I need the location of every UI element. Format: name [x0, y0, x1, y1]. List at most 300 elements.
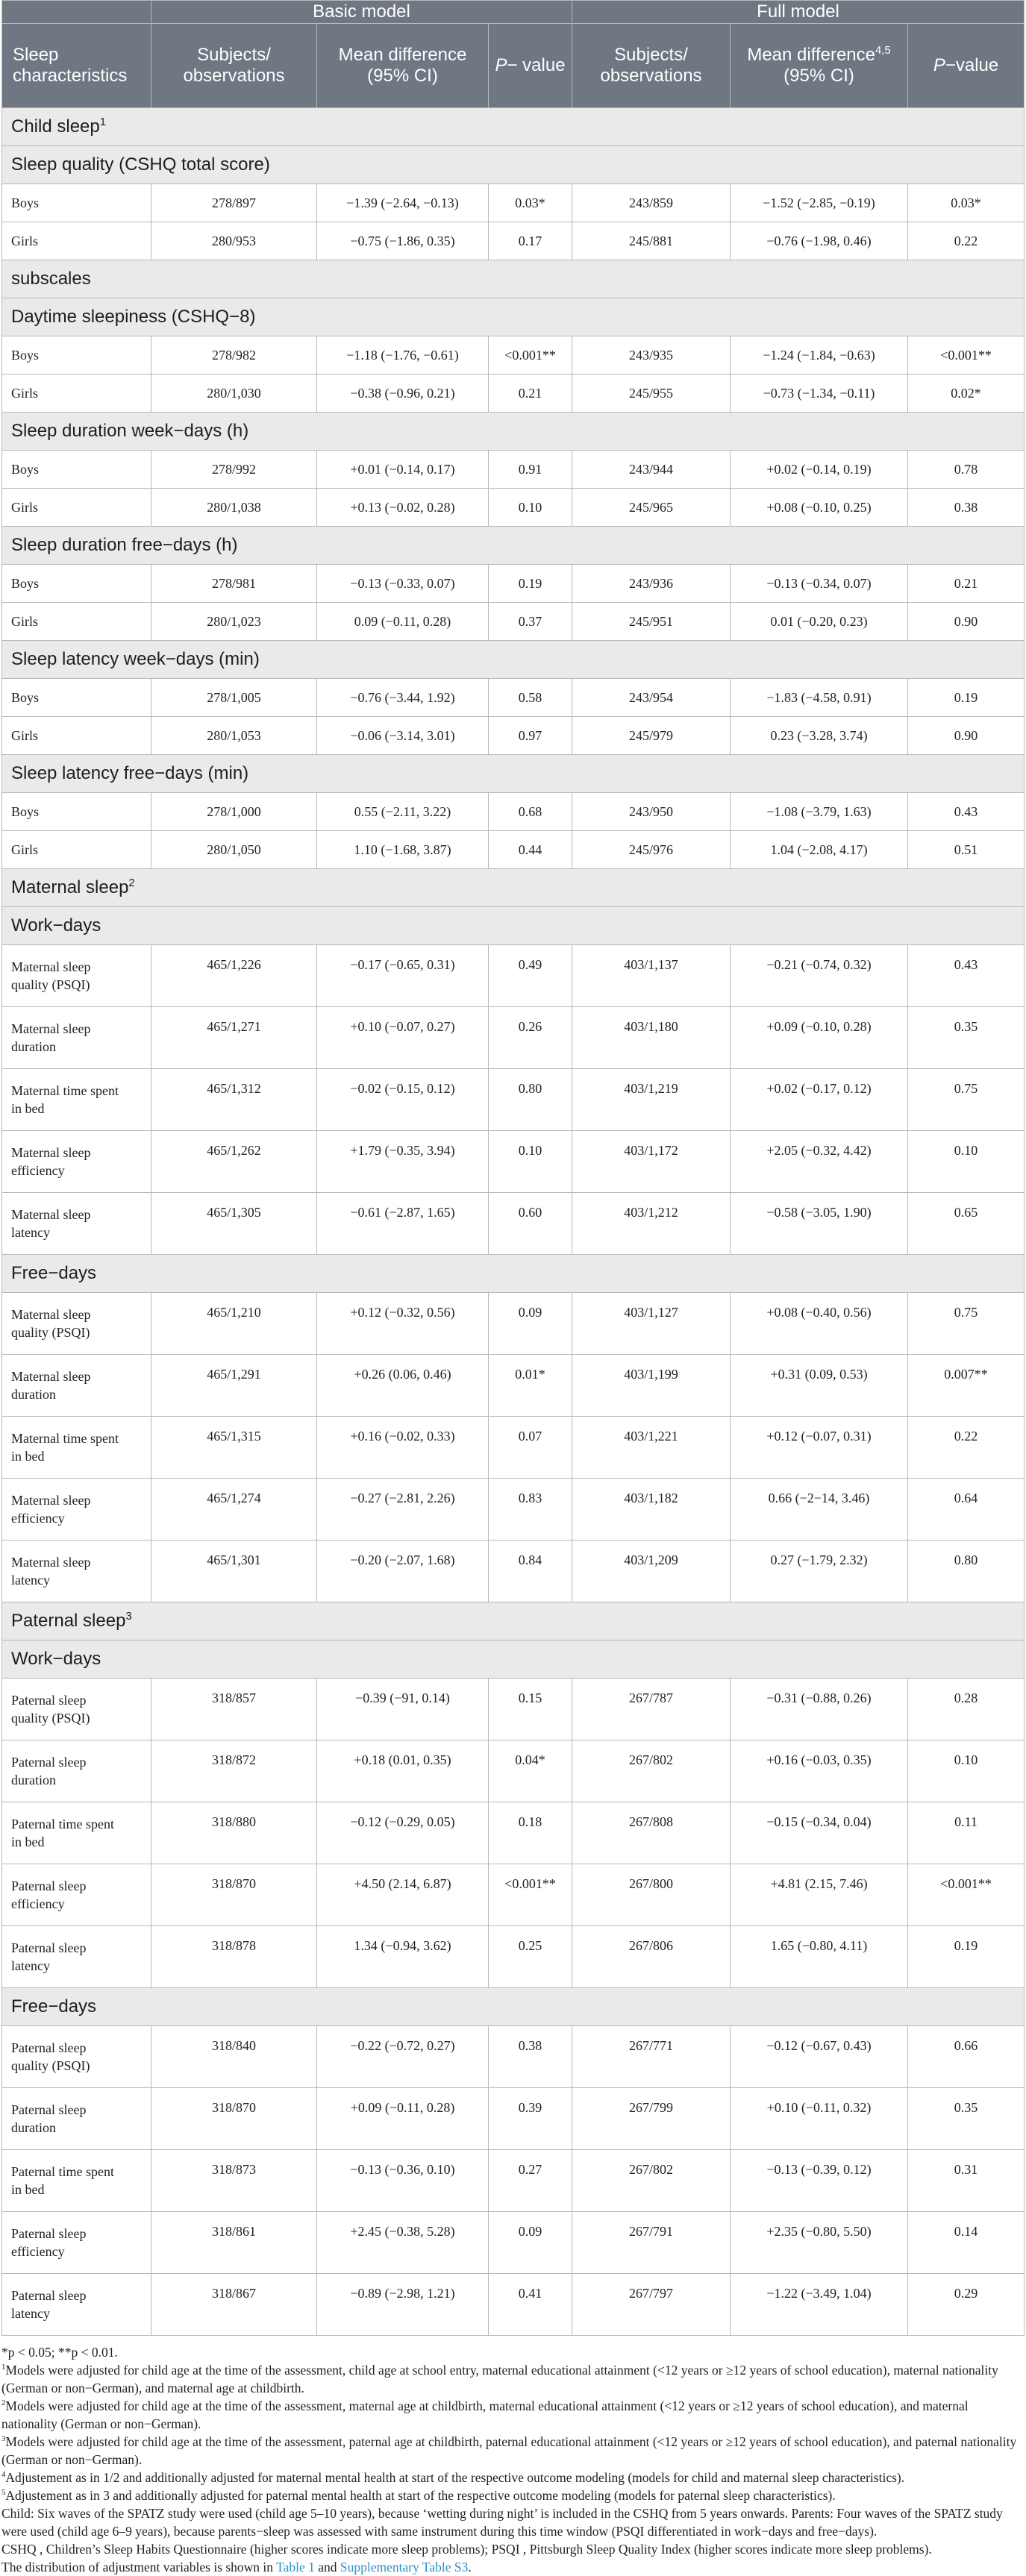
- basic-subjects-cell: 278/1,005: [151, 679, 317, 717]
- basic-mean-diff-cell: +0.26 (0.06, 0.46): [317, 1355, 489, 1417]
- results-table: [1, 0, 1025, 2336]
- basic-subjects-cell: 465/1,301: [151, 1541, 317, 1602]
- basic-mean-diff-cell: 0.55 (−2.11, 3.22): [317, 793, 489, 831]
- footnote-ref: 3: [125, 1611, 132, 1623]
- row-label-line-1: Paternal sleep: [11, 1940, 87, 1955]
- full-pvalue-cell: 0.29: [908, 2274, 1025, 2336]
- basic-subjects-cell: 318/870: [151, 2088, 317, 2150]
- full-mean-diff-cell: −1.08 (−3.79, 1.63): [731, 793, 908, 831]
- row-label-line-2: duration: [11, 2120, 56, 2135]
- full-pvalue-cell: 0.38: [908, 489, 1025, 527]
- basic-mean-diff-cell: −0.76 (−3.44, 1.92): [317, 679, 489, 717]
- full-mean-diff-cell: −0.31 (−0.88, 0.26): [731, 1679, 908, 1740]
- full-mean-diff-cell: +0.12 (−0.07, 0.31): [731, 1417, 908, 1479]
- full-mean-diff-cell: +0.31 (0.09, 0.53): [731, 1355, 908, 1417]
- full-subjects-cell: 403/1,182: [572, 1479, 731, 1541]
- full-pvalue-cell: 0.11: [908, 1802, 1025, 1864]
- subsection-header: [2, 641, 1025, 679]
- full-subjects-cell: 243/950: [572, 793, 731, 831]
- basic-subjects-cell: 465/1,305: [151, 1193, 317, 1255]
- basic-mean-diff-cell: −1.39 (−2.64, −0.13): [317, 184, 489, 222]
- section-label: Child sleep: [11, 116, 100, 137]
- basic-pvalue-cell: 0.39: [489, 2088, 572, 2150]
- table-row: [2, 1293, 1025, 1355]
- row-label-line-2: latency: [11, 2306, 50, 2321]
- row-label: [2, 2212, 151, 2274]
- row-label: [2, 1541, 151, 1602]
- section-label: Free−days: [11, 1263, 97, 1283]
- table-row: [2, 679, 1025, 717]
- basic-subjects-cell: 318/867: [151, 2274, 317, 2336]
- table-row: [2, 1740, 1025, 1802]
- full-pvalue-cell: <0.001**: [908, 336, 1025, 375]
- section-label: Daytime sleepiness (CSHQ−8): [11, 307, 256, 327]
- basic-pvalue-cell: 0.25: [489, 1926, 572, 1988]
- section-label: Sleep quality (CSHQ total score): [11, 154, 270, 175]
- section-label: Sleep duration free−days (h): [11, 535, 238, 555]
- basic-mean-diff-cell: −0.06 (−3.14, 3.01): [317, 717, 489, 755]
- subsection-header: [2, 413, 1025, 451]
- table-row: [2, 2088, 1025, 2150]
- row-label: [2, 945, 151, 1007]
- basic-mean-diff-cell: +0.13 (−0.02, 0.28): [317, 489, 489, 527]
- basic-pvalue-cell: 0.83: [489, 1479, 572, 1541]
- row-label: [2, 1007, 151, 1069]
- basic-pvalue-cell: 0.97: [489, 717, 572, 755]
- footnote-marker: 4: [1, 2470, 6, 2480]
- row-label-line-1: Paternal sleep: [11, 2288, 87, 2303]
- mean-diff-footnote-ref: 4,5: [875, 45, 891, 57]
- row-label-line-1: Paternal time spent: [11, 2164, 114, 2179]
- full-mean-diff-cell: +0.09 (−0.10, 0.28): [731, 1007, 908, 1069]
- full-subjects-cell: 267/771: [572, 2026, 731, 2088]
- basic-subjects-cell: 465/1,315: [151, 1417, 317, 1479]
- full-pvalue-cell: 0.02*: [908, 375, 1025, 413]
- full-subjects-cell: 267/808: [572, 1802, 731, 1864]
- basic-mean-diff-cell: +0.18 (0.01, 0.35): [317, 1740, 489, 1802]
- row-label-line-1: Paternal time spent: [11, 1817, 114, 1831]
- basic-mean-diff-cell: 1.34 (−0.94, 3.62): [317, 1926, 489, 1988]
- row-label: [2, 2150, 151, 2212]
- row-label: [2, 2274, 151, 2336]
- footnote-text: Models were adjusted for child age at the time of the assessment, maternal age at childbirth, maternal educational attainment (<12 years or ≥12 years of school education), and maternal nationality (German or non−German).: [1, 2398, 969, 2431]
- table-row: [2, 793, 1025, 831]
- basic-pvalue-cell: <0.001**: [489, 336, 572, 375]
- row-label: [2, 1131, 151, 1193]
- footnote-text: Models were adjusted for child age at the time of the assessment, child age at school entry, maternal educational attainment (<12 years or ≥12 years of school education), maternal nationality (German or non−German), and maternal age at childbirth.: [1, 2363, 998, 2395]
- row-label-line-2: efficiency: [11, 1896, 65, 1911]
- row-label-line-1: Paternal sleep: [11, 1755, 87, 1770]
- basic-pvalue-cell: 0.37: [489, 603, 572, 641]
- section-label: Free−days: [11, 1996, 97, 2016]
- footnote-2: [1, 2397, 1022, 2433]
- row-label-line-1: Paternal sleep: [11, 2040, 87, 2055]
- full-pvalue-cell: 0.03*: [908, 184, 1025, 222]
- full-pvalue-cell: 0.51: [908, 831, 1025, 869]
- full-subjects-cell: 403/1,221: [572, 1417, 731, 1479]
- full-pvalue-cell: 0.31: [908, 2150, 1025, 2212]
- basic-subjects-cell: 280/1,030: [151, 375, 317, 413]
- basic-subjects-cell: 280/1,053: [151, 717, 317, 755]
- basic-mean-diff-cell: +0.09 (−0.11, 0.28): [317, 2088, 489, 2150]
- basic-mean-diff-cell: −0.20 (−2.07, 1.68): [317, 1541, 489, 1602]
- col-header-subjects-basic: Subjects/ observations: [151, 24, 317, 108]
- section-label: Work−days: [11, 1649, 101, 1669]
- significance-note: *p < 0.05; **p < 0.01.: [1, 2345, 118, 2360]
- col-header-mean-diff-basic: Mean difference (95% CI): [317, 24, 489, 108]
- basic-pvalue-cell: 0.38: [489, 2026, 572, 2088]
- subsection-header-row: [2, 298, 1025, 336]
- distribution-and: and: [314, 2560, 340, 2575]
- table-header: [2, 1, 1025, 108]
- full-pvalue-cell: 0.66: [908, 2026, 1025, 2088]
- basic-subjects-cell: 318/873: [151, 2150, 317, 2212]
- full-pvalue-cell: 0.10: [908, 1131, 1025, 1193]
- table-row: [2, 1802, 1025, 1864]
- basic-mean-diff-cell: −0.13 (−0.33, 0.07): [317, 565, 489, 603]
- pvalue-italic-p: P: [933, 55, 945, 75]
- row-label-line-1: Maternal sleep: [11, 1493, 91, 1508]
- table-row: [2, 336, 1025, 375]
- section-header: [2, 108, 1025, 146]
- section-header-row: [2, 869, 1025, 907]
- subsection-header: [2, 1640, 1025, 1679]
- footnote-text: Adjustement as in 1/2 and additionally adjusted for maternal mental health at start of the respective outcome modeling (models for child and maternal sleep characteristics).: [5, 2470, 905, 2485]
- basic-pvalue-cell: 0.21: [489, 375, 572, 413]
- basic-subjects-cell: 278/981: [151, 565, 317, 603]
- basic-mean-diff-cell: −0.02 (−0.15, 0.12): [317, 1069, 489, 1131]
- table-row: [2, 1355, 1025, 1417]
- row-label-line-2: quality (PSQI): [11, 2058, 90, 2073]
- basic-pvalue-cell: 0.01*: [489, 1355, 572, 1417]
- section-header: [2, 869, 1025, 907]
- basic-subjects-cell: 278/897: [151, 184, 317, 222]
- basic-subjects-cell: 318/840: [151, 2026, 317, 2088]
- row-label-line-1: Maternal sleep: [11, 1207, 91, 1222]
- full-subjects-cell: 267/802: [572, 2150, 731, 2212]
- subsection-header: [2, 1255, 1025, 1293]
- table-row: [2, 375, 1025, 413]
- footnote-1: [1, 2361, 1022, 2397]
- row-label-line-1: Paternal sleep: [11, 1878, 87, 1893]
- subsection-header-row: [2, 413, 1025, 451]
- row-label-line-2: latency: [11, 1225, 50, 1240]
- footnote-marker: 3: [1, 2434, 6, 2444]
- basic-mean-diff-cell: −0.22 (−0.72, 0.27): [317, 2026, 489, 2088]
- basic-mean-diff-cell: −0.39 (−91, 0.14): [317, 1679, 489, 1740]
- row-label-line-2: latency: [11, 1958, 50, 1973]
- pvalue-suffix: − value: [507, 55, 566, 75]
- row-label: [2, 1355, 151, 1417]
- full-mean-diff-cell: +4.81 (2.15, 7.46): [731, 1864, 908, 1926]
- subsection-header-row: [2, 641, 1025, 679]
- subsection-header: [2, 146, 1025, 184]
- section-label: Maternal sleep: [11, 877, 129, 897]
- table-row: [2, 184, 1025, 222]
- section-label: subscales: [11, 269, 91, 289]
- mean-diff-ci-label: (95% CI): [783, 66, 854, 86]
- basic-mean-diff-cell: −0.13 (−0.36, 0.10): [317, 2150, 489, 2212]
- row-label-line-2: in bed: [11, 2182, 45, 2197]
- row-label-line-1: Maternal sleep: [11, 1555, 91, 1570]
- row-label-line-2: quality (PSQI): [11, 977, 90, 992]
- basic-pvalue-cell: <0.001**: [489, 1864, 572, 1926]
- basic-pvalue-cell: 0.60: [489, 1193, 572, 1255]
- full-mean-diff-cell: +0.08 (−0.40, 0.56): [731, 1293, 908, 1355]
- table-document: [1, 0, 1024, 2576]
- table-row: [2, 1417, 1025, 1479]
- full-mean-diff-cell: +0.08 (−0.10, 0.25): [731, 489, 908, 527]
- basic-mean-diff-cell: −0.27 (−2.81, 2.26): [317, 1479, 489, 1541]
- row-label: [2, 1926, 151, 1988]
- row-label-line-2: quality (PSQI): [11, 1325, 90, 1340]
- subsection-header-row: [2, 260, 1025, 298]
- full-subjects-cell: 403/1,212: [572, 1193, 731, 1255]
- full-mean-diff-cell: −0.12 (−0.67, 0.43): [731, 2026, 908, 2088]
- row-label: Girls: [2, 717, 151, 755]
- section-header-row: [2, 1602, 1025, 1640]
- col-header-mean-diff-full: [731, 24, 908, 108]
- full-pvalue-cell: 0.80: [908, 1541, 1025, 1602]
- full-subjects-cell: 267/806: [572, 1926, 731, 1988]
- full-pvalue-cell: 0.007**: [908, 1355, 1025, 1417]
- supplementary-table-link[interactable]: Supplementary Table S3: [340, 2560, 469, 2575]
- subsection-header: [2, 298, 1025, 336]
- row-label-line-1: Maternal time spent: [11, 1083, 119, 1098]
- basic-pvalue-cell: 0.26: [489, 1007, 572, 1069]
- basic-subjects-cell: 465/1,312: [151, 1069, 317, 1131]
- full-pvalue-cell: 0.22: [908, 1417, 1025, 1479]
- row-label: [2, 2026, 151, 2088]
- basic-pvalue-cell: 0.68: [489, 793, 572, 831]
- row-label-line-2: in bed: [11, 1834, 45, 1849]
- row-label: [2, 1479, 151, 1541]
- basic-mean-diff-cell: +1.79 (−0.35, 3.94): [317, 1131, 489, 1193]
- full-pvalue-cell: 0.75: [908, 1293, 1025, 1355]
- full-mean-diff-cell: 0.01 (−0.20, 0.23): [731, 603, 908, 641]
- full-pvalue-cell: 0.19: [908, 1926, 1025, 1988]
- basic-pvalue-cell: 0.09: [489, 2212, 572, 2274]
- basic-subjects-cell: 318/878: [151, 1926, 317, 1988]
- row-label-line-1: Maternal sleep: [11, 1369, 91, 1384]
- distribution-suffix: .: [468, 2560, 472, 2575]
- row-label: Boys: [2, 793, 151, 831]
- full-subjects-cell: 245/881: [572, 222, 731, 260]
- basic-mean-diff-cell: −0.38 (−0.96, 0.21): [317, 375, 489, 413]
- basic-mean-diff-cell: −0.17 (−0.65, 0.31): [317, 945, 489, 1007]
- footnote-3: [1, 2433, 1022, 2469]
- table-row: [2, 451, 1025, 489]
- row-label: [2, 1293, 151, 1355]
- basic-pvalue-cell: 0.17: [489, 222, 572, 260]
- full-mean-diff-cell: −0.13 (−0.39, 0.12): [731, 2150, 908, 2212]
- footnote-4: [1, 2469, 1022, 2486]
- full-mean-diff-cell: 1.65 (−0.80, 4.11): [731, 1926, 908, 1988]
- basic-subjects-cell: 465/1,271: [151, 1007, 317, 1069]
- row-label-line-2: efficiency: [11, 2244, 65, 2259]
- basic-subjects-cell: 465/1,262: [151, 1131, 317, 1193]
- basic-model-header: Basic model: [151, 1, 572, 24]
- row-label: Girls: [2, 489, 151, 527]
- full-mean-diff-cell: −0.73 (−1.34, −0.11): [731, 375, 908, 413]
- full-subjects-cell: 245/979: [572, 717, 731, 755]
- table-row: [2, 603, 1025, 641]
- table-footnotes: [1, 2336, 1024, 2576]
- full-pvalue-cell: 0.35: [908, 1007, 1025, 1069]
- full-pvalue-cell: 0.21: [908, 565, 1025, 603]
- full-model-header: Full model: [572, 1, 1025, 24]
- full-subjects-cell: 243/935: [572, 336, 731, 375]
- section-label: Work−days: [11, 915, 101, 936]
- row-label: [2, 1864, 151, 1926]
- basic-subjects-cell: 318/870: [151, 1864, 317, 1926]
- row-label-line-1: Maternal sleep: [11, 1021, 91, 1036]
- table-row: [2, 565, 1025, 603]
- header-empty-cell: [2, 1, 151, 24]
- row-label: [2, 2088, 151, 2150]
- row-label-line-1: Maternal time spent: [11, 1431, 119, 1446]
- mean-diff-label: Mean difference: [747, 45, 875, 65]
- footnote-marker: 5: [1, 2488, 6, 2498]
- footnote-marker: 1: [1, 2363, 6, 2372]
- full-subjects-cell: 245/965: [572, 489, 731, 527]
- basic-pvalue-cell: 0.09: [489, 1293, 572, 1355]
- table-row: [2, 2212, 1025, 2274]
- full-mean-diff-cell: −0.21 (−0.74, 0.32): [731, 945, 908, 1007]
- row-label: [2, 1802, 151, 1864]
- basic-subjects-cell: 465/1,274: [151, 1479, 317, 1541]
- full-mean-diff-cell: +0.16 (−0.03, 0.35): [731, 1740, 908, 1802]
- row-label: Boys: [2, 679, 151, 717]
- full-subjects-cell: 243/954: [572, 679, 731, 717]
- table-row: [2, 489, 1025, 527]
- subsection-header-row: [2, 755, 1025, 793]
- row-label-line-2: in bed: [11, 1101, 45, 1116]
- basic-mean-diff-cell: +0.10 (−0.07, 0.27): [317, 1007, 489, 1069]
- table-row: [2, 1679, 1025, 1740]
- row-label: Boys: [2, 184, 151, 222]
- subsection-header: [2, 527, 1025, 565]
- basic-subjects-cell: 465/1,226: [151, 945, 317, 1007]
- table-row: [2, 1069, 1025, 1131]
- full-mean-diff-cell: +0.10 (−0.11, 0.32): [731, 2088, 908, 2150]
- full-subjects-cell: 403/1,180: [572, 1007, 731, 1069]
- full-pvalue-cell: 0.10: [908, 1740, 1025, 1802]
- table-row: [2, 2274, 1025, 2336]
- row-label: Girls: [2, 222, 151, 260]
- subsection-header-row: [2, 527, 1025, 565]
- full-mean-diff-cell: +0.02 (−0.14, 0.19): [731, 451, 908, 489]
- row-label: Boys: [2, 565, 151, 603]
- full-pvalue-cell: 0.78: [908, 451, 1025, 489]
- basic-mean-diff-cell: −0.61 (−2.87, 1.65): [317, 1193, 489, 1255]
- row-label: Girls: [2, 831, 151, 869]
- full-subjects-cell: 245/955: [572, 375, 731, 413]
- subsection-header-row: [2, 907, 1025, 945]
- full-subjects-cell: 245/976: [572, 831, 731, 869]
- table-row: [2, 1541, 1025, 1602]
- table-row: [2, 717, 1025, 755]
- section-label: Sleep latency free−days (min): [11, 763, 249, 783]
- basic-pvalue-cell: 0.07: [489, 1417, 572, 1479]
- row-label: [2, 1740, 151, 1802]
- row-label-line-2: duration: [11, 1039, 56, 1054]
- table-1-link[interactable]: Table 1: [276, 2560, 315, 2575]
- full-subjects-cell: 403/1,219: [572, 1069, 731, 1131]
- table-row: [2, 1193, 1025, 1255]
- full-pvalue-cell: 0.22: [908, 222, 1025, 260]
- basic-subjects-cell: 280/1,050: [151, 831, 317, 869]
- section-label: Sleep duration week−days (h): [11, 421, 249, 441]
- row-label-line-1: Paternal sleep: [11, 2102, 87, 2117]
- col-header-pvalue-basic: [489, 24, 572, 108]
- full-pvalue-cell: <0.001**: [908, 1864, 1025, 1926]
- col-header-characteristics: Sleep characteristics: [2, 24, 151, 108]
- basic-mean-diff-cell: 1.10 (−1.68, 3.87): [317, 831, 489, 869]
- full-pvalue-cell: 0.65: [908, 1193, 1025, 1255]
- row-label-line-1: Paternal sleep: [11, 2226, 87, 2241]
- basic-pvalue-cell: 0.44: [489, 831, 572, 869]
- full-mean-diff-cell: −1.24 (−1.84, −0.63): [731, 336, 908, 375]
- basic-pvalue-cell: 0.84: [489, 1541, 572, 1602]
- subsection-header-row: [2, 1988, 1025, 2026]
- table-row: [2, 1131, 1025, 1193]
- footnote-5: [1, 2486, 1022, 2504]
- full-mean-diff-cell: +2.35 (−0.80, 5.50): [731, 2212, 908, 2274]
- footnote-text: Adjustement as in 3 and additionally adjusted for paternal mental health at start of the respective outcome modeling (models for paternal sleep characteristics).: [5, 2488, 836, 2503]
- row-label-line-2: efficiency: [11, 1511, 65, 1526]
- basic-pvalue-cell: 0.18: [489, 1802, 572, 1864]
- row-label-line-1: Maternal sleep: [11, 1307, 91, 1322]
- row-label: [2, 1417, 151, 1479]
- full-subjects-cell: 267/800: [572, 1864, 731, 1926]
- row-label-line-1: Maternal sleep: [11, 1145, 91, 1160]
- row-label-line-2: latency: [11, 1573, 50, 1588]
- row-label-line-2: quality (PSQI): [11, 1711, 90, 1726]
- subsection-header-row: [2, 1640, 1025, 1679]
- full-pvalue-cell: 0.28: [908, 1679, 1025, 1740]
- row-label: Girls: [2, 603, 151, 641]
- full-subjects-cell: 245/951: [572, 603, 731, 641]
- distribution-prefix: The distribution of adjustment variables is shown in: [1, 2560, 277, 2575]
- basic-subjects-cell: 280/1,038: [151, 489, 317, 527]
- full-mean-diff-cell: −0.13 (−0.34, 0.07): [731, 565, 908, 603]
- basic-subjects-cell: 278/982: [151, 336, 317, 375]
- abbreviations-note: CSHQ , Children’s Sleep Habits Questionnaire (higher scores indicate more sleep problems); PSQI , Pittsburgh Sleep Quality Index (higher scores indicate more sleep problems).: [1, 2542, 932, 2557]
- col-header-subjects-full: Subjects/ observations: [572, 24, 731, 108]
- basic-subjects-cell: 465/1,210: [151, 1293, 317, 1355]
- basic-pvalue-cell: 0.15: [489, 1679, 572, 1740]
- basic-pvalue-cell: 0.49: [489, 945, 572, 1007]
- distribution-note: [1, 2558, 1022, 2576]
- basic-pvalue-cell: 0.10: [489, 1131, 572, 1193]
- subsection-header: [2, 907, 1025, 945]
- table-row: [2, 1926, 1025, 1988]
- row-label-line-2: duration: [11, 1773, 56, 1787]
- table-row: [2, 222, 1025, 260]
- basic-subjects-cell: 318/872: [151, 1740, 317, 1802]
- full-pvalue-cell: 0.19: [908, 679, 1025, 717]
- footnote-ref: 1: [99, 116, 107, 128]
- col-header-pvalue-full: [908, 24, 1025, 108]
- table-row: [2, 831, 1025, 869]
- full-subjects-cell: 267/787: [572, 1679, 731, 1740]
- full-pvalue-cell: 0.43: [908, 793, 1025, 831]
- full-pvalue-cell: 0.90: [908, 603, 1025, 641]
- row-label-line-2: in bed: [11, 1449, 45, 1464]
- full-subjects-cell: 267/797: [572, 2274, 731, 2336]
- basic-mean-diff-cell: +2.45 (−0.38, 5.28): [317, 2212, 489, 2274]
